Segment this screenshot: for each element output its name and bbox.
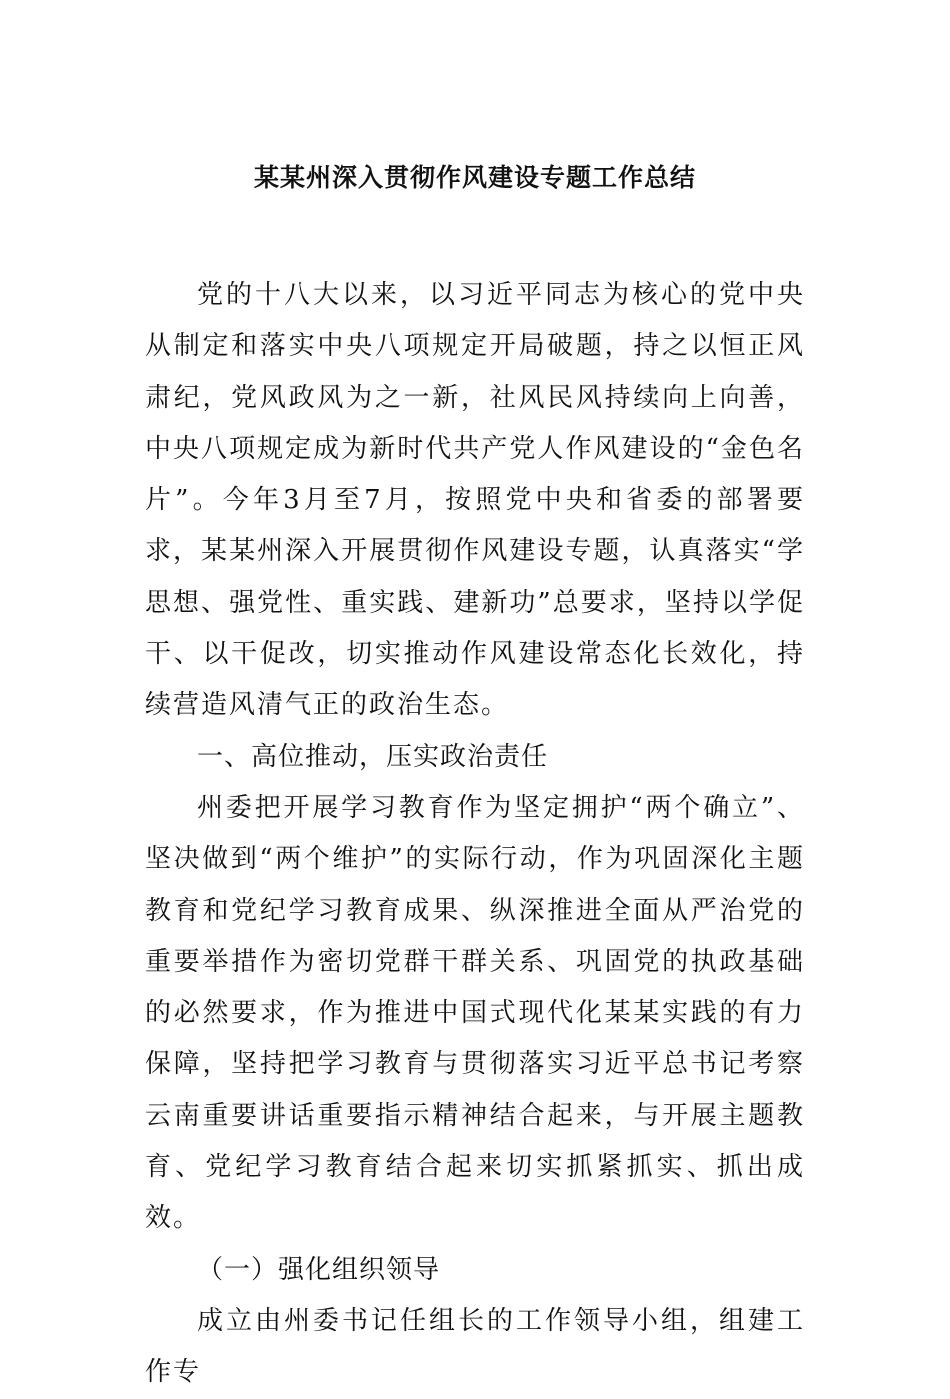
subsection-1-paragraph: 成立由州委书记任组长的工作领导小组，组建工作专 [145,1305,805,1388]
section-1-paragraph: 州委把开展学习教育作为坚定拥护“两个确立”、坚决做到“两个维护”的实际行动，作为巩固深化主题教育和党纪学习教育成果、纵深推进全面从严治党的重要举措作为密切党群干群关系、巩固党的执政基础的必然要求，作为推进中国式现代化某某实践的有力保障，坚持把学习教育与贯彻落实习近平总书记考察云南重要讲话重要指示精神结合起来，与开展主题教育、党纪学习教育结合起来切实抓紧抓实、抓出成效。 [145,792,805,1234]
document-body [145,270,805,1399]
subsection-heading-1: （一）强化组织领导 [197,1254,441,1285]
intro-paragraph: 党的十八大以来，以习近平同志为核心的党中央从制定和落实中央八项规定开局破题，持之以恒正风肃纪，党风政风为之一新，社风民风持续向上向善，中央八项规定成为新时代共产党人作风建设的“金色名片”。今年3月至7月，按照党中央和省委的部署要求，某某州深入开展贯彻作风建设专题，认真落实“学思想、强党性、重实践、建新功”总要求，坚持以学促干、以干促改，切实推动作风建设常态化长效化，持续营造风清气正的政治生态。 [145,280,805,721]
section-heading-1: 一、高位推动，压实政治责任 [197,741,549,772]
document-title: 某某州深入贯彻作风建设专题工作总结 [253,163,696,192]
